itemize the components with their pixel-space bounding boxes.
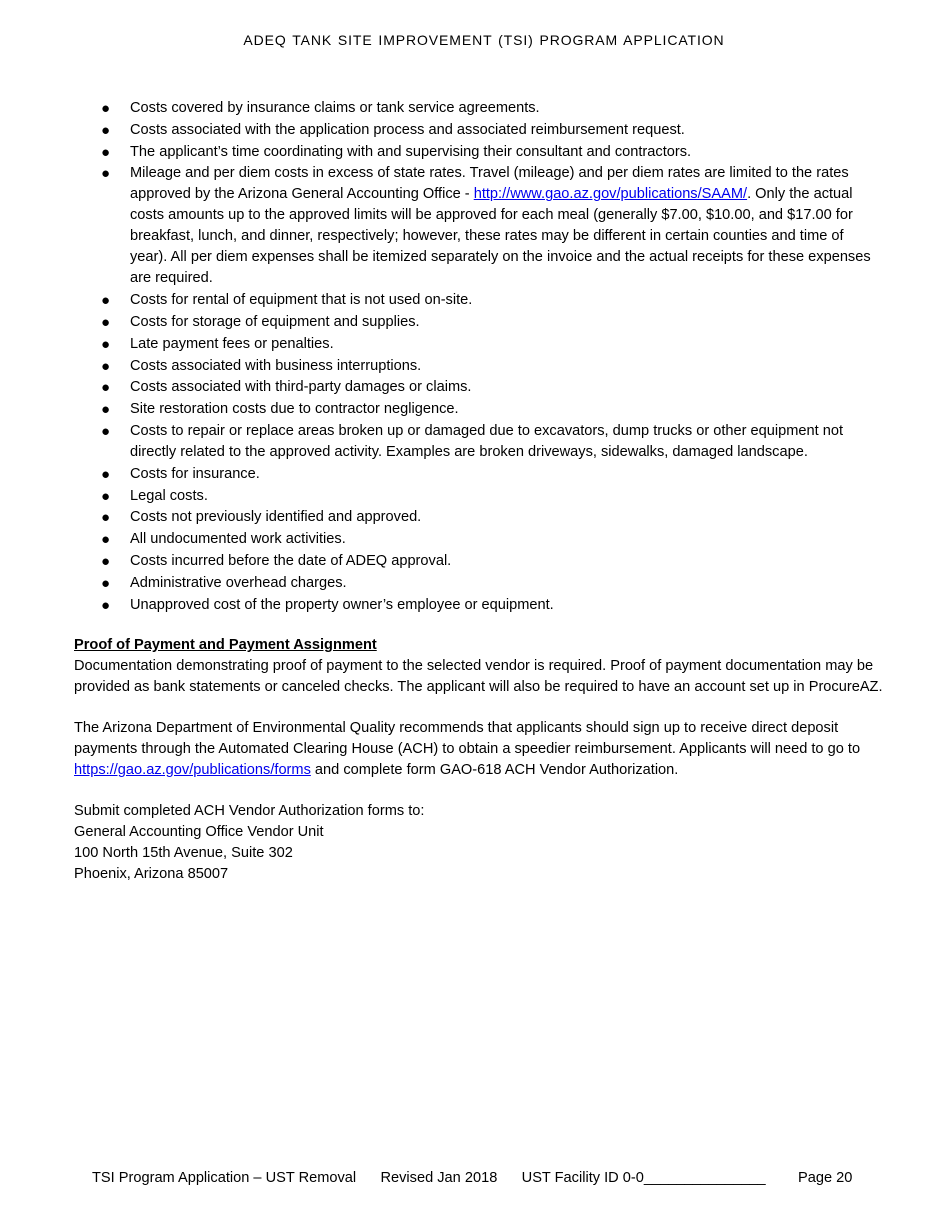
list-item <box>0 573 950 594</box>
bullet-icon: ● <box>101 121 111 139</box>
address-line: 100 North 15th Avenue, Suite 302 <box>74 844 293 861</box>
bullet-icon: ● <box>101 335 111 353</box>
list-item-text: Costs not previously identified and approved. <box>130 509 422 526</box>
page-footer <box>92 1170 852 1186</box>
bullet-icon: ● <box>101 292 111 310</box>
bullet-icon: ● <box>101 465 111 483</box>
list-item-text: Site restoration costs due to contractor negligence. <box>130 401 459 418</box>
bullet-icon: ● <box>101 422 111 440</box>
list-item-text: Costs for insurance. <box>130 465 260 482</box>
proof-of-payment-section <box>74 635 904 885</box>
address-intro: Submit completed ACH Vendor Authorization forms to: <box>74 803 425 820</box>
ach-paragraph-text: The Arizona Department of Environmental Quality recommends that applicants should sign up to receive direct deposit payments through the Automated Clearing House (ACH) to obtain a speedier reimbursement. Applicants will need to go to <box>74 720 861 757</box>
proof-paragraph: Documentation demonstrating proof of payment to the selected vendor is required. Proof of payment documentation may be provided as bank statements or canceled checks. The applicant will also be required to have an account set up in ProcureAZ. <box>74 657 883 695</box>
footer-revised: Revised Jan 2018 <box>380 1170 498 1186</box>
bullet-icon: ● <box>101 313 111 331</box>
list-item <box>0 595 950 616</box>
footer-doc-title: TSI Program Application – UST Removal <box>92 1170 357 1186</box>
list-item <box>0 507 950 528</box>
list-item <box>0 464 950 485</box>
list-item <box>0 312 950 333</box>
list-item <box>0 120 950 141</box>
list-item <box>0 98 950 119</box>
page-header: ADEQ TANK SITE IMPROVEMENT (TSI) PROGRAM APPLICATION <box>243 32 725 48</box>
saam-link[interactable]: http://www.gao.az.gov/publications/SAAM/ <box>473 186 748 203</box>
list-item-text: Unapproved cost of the property owner’s employee or equipment. <box>130 596 554 613</box>
ach-paragraph-text: and complete form GAO-618 ACH Vendor Authorization. <box>310 761 679 778</box>
section-title: Proof of Payment and Payment Assignment <box>74 637 377 653</box>
list-item-text: Costs associated with the application process and associated reimbursement request. <box>130 121 685 138</box>
list-item-text: Administrative overhead charges. <box>130 574 347 591</box>
bullet-icon: ● <box>101 552 111 570</box>
footer-page-number: Page 20 <box>798 1170 853 1186</box>
address-line: General Accounting Office Vendor Unit <box>74 824 324 841</box>
bullet-icon: ● <box>101 487 111 505</box>
list-item-text: Costs for storage of equipment and supplies. <box>130 313 420 330</box>
bullet-icon: ● <box>101 100 111 117</box>
list-item <box>0 529 950 550</box>
bullet-icon: ● <box>101 165 111 183</box>
bullet-icon: ● <box>101 401 111 419</box>
list-item <box>0 142 950 163</box>
list-item <box>0 163 950 289</box>
ineligible-costs-list <box>0 98 950 616</box>
bullet-icon: ● <box>101 574 111 592</box>
bullet-icon: ● <box>101 531 111 549</box>
gao-forms-link[interactable]: https://gao.az.gov/publications/forms <box>74 761 311 778</box>
list-item <box>0 356 950 377</box>
list-item-text: Costs for rental of equipment that is not used on-site. <box>130 292 473 309</box>
bullet-icon: ● <box>101 509 111 527</box>
list-item <box>0 334 950 355</box>
list-item <box>0 486 950 507</box>
list-item-text: Costs associated with third-party damages or claims. <box>130 379 472 396</box>
list-item-text: Costs covered by insurance claims or tank service agreements. <box>130 100 540 116</box>
list-item-text: Late payment fees or penalties. <box>130 335 334 352</box>
list-item <box>0 399 950 420</box>
list-item <box>0 377 950 398</box>
list-item-text: Costs incurred before the date of ADEQ approval. <box>130 552 452 569</box>
bullet-icon: ● <box>101 379 111 397</box>
list-item <box>0 551 950 572</box>
bullet-icon: ● <box>101 596 111 614</box>
list-item <box>0 290 950 311</box>
list-item-text: Mileage and per diem costs in excess of state rates. Travel (mileage) and per diem rates are limited to the rates approved by the Arizona General Accounting Office - <box>130 165 849 203</box>
list-item-text: Costs associated with business interruptions. <box>130 357 422 374</box>
bullet-icon: ● <box>101 143 111 161</box>
list-item-text: Costs to repair or replace areas broken up or damaged due to excavators, dump trucks or other equipment not directly related to the approved activity. Examples are broken driveways, sidewalks, damaged landscape. <box>130 422 844 460</box>
list-item-text: . Only the actual costs amounts up to the approved limits will be approved for each meal (generally $7.00, $10.00, and $17.00 for breakfast, lunch, and dinner, respectively; however, these rates may be different in certain counties and time of year). All per diem expenses shall be itemized separately on the invoice and the actual receipts for these expenses are required. <box>130 186 871 287</box>
list-item-text: Legal costs. <box>130 487 208 504</box>
footer-facility-id: UST Facility ID 0-0_______________ <box>521 1170 766 1186</box>
address-line: Phoenix, Arizona 85007 <box>74 865 229 882</box>
ach-paragraph <box>74 718 904 780</box>
list-item-text: All undocumented work activities. <box>130 531 346 548</box>
list-item <box>0 421 950 463</box>
bullet-icon: ● <box>101 357 111 375</box>
list-item-text: The applicant’s time coordinating with and supervising their consultant and contractors. <box>130 143 692 160</box>
